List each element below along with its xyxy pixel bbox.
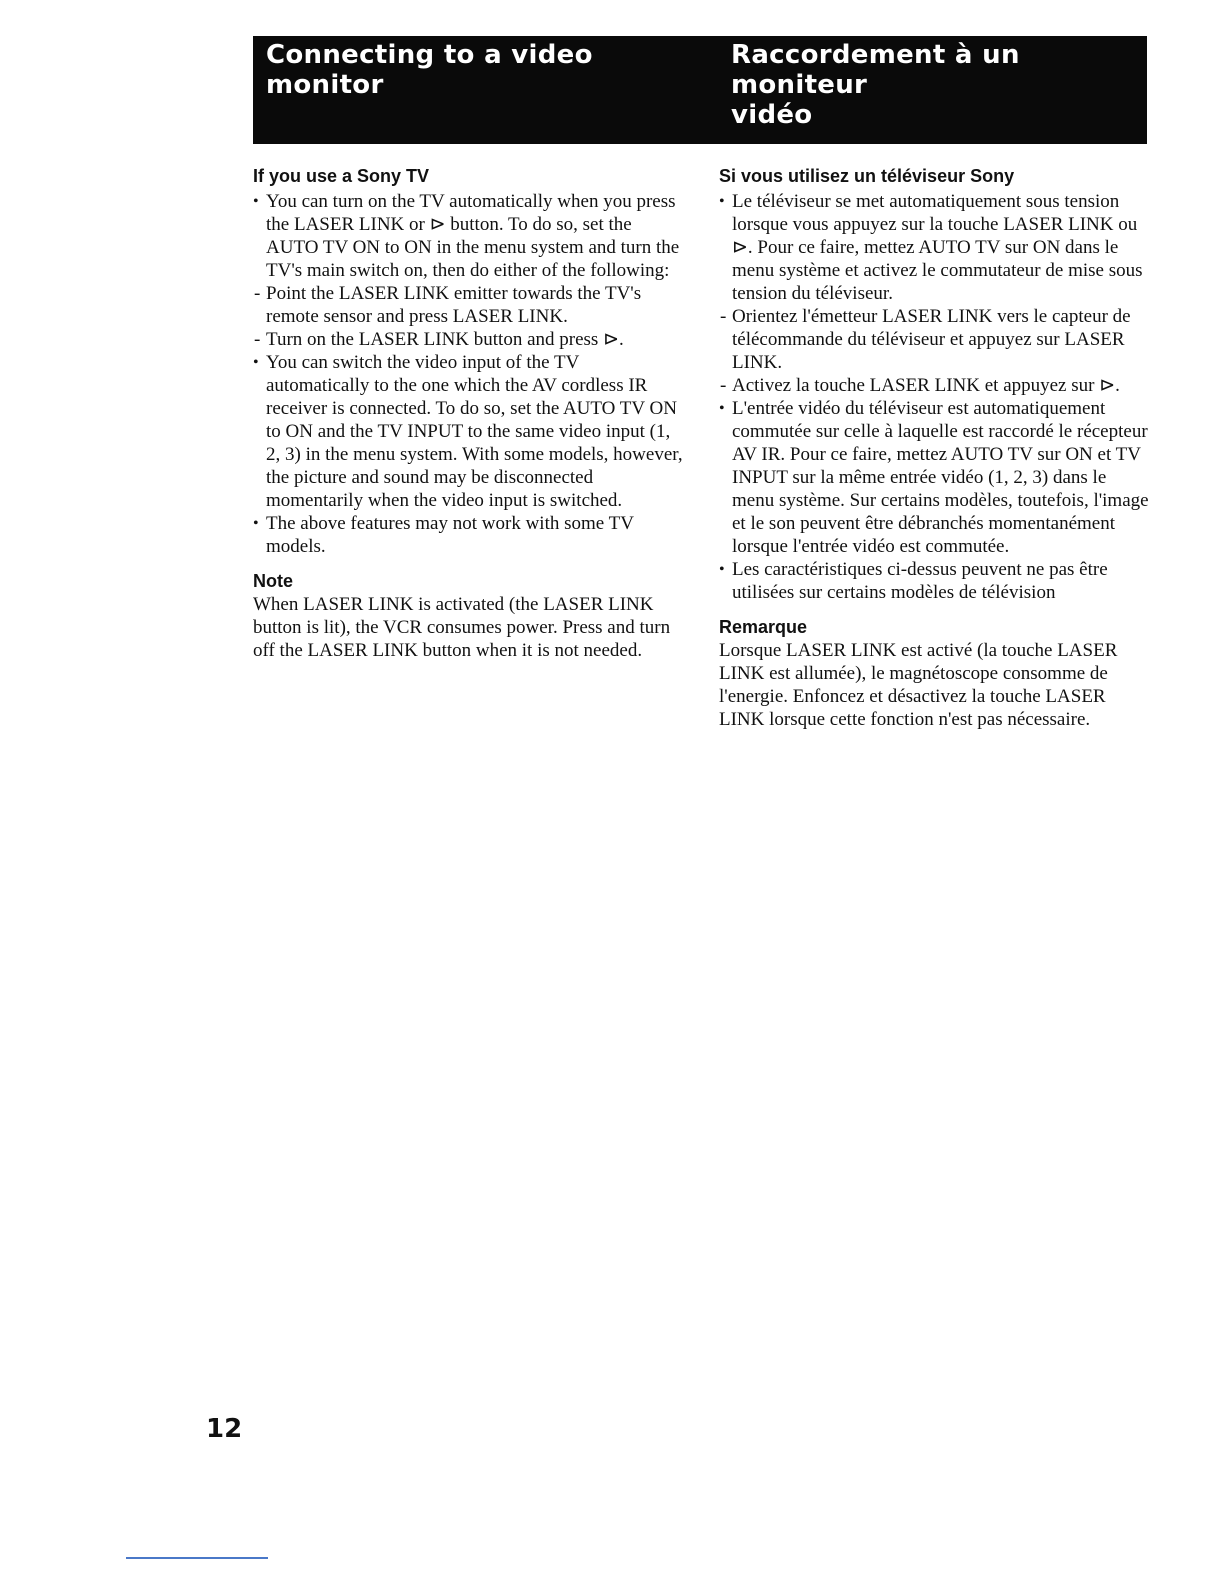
page-title-french: Raccordement à un moniteur vidéo: [731, 40, 1020, 130]
note-heading: Note: [253, 571, 293, 591]
bullet-item-entree-video: • L'entrée vidéo du téléviseur est automatiquement commutée sur celle à laquelle est raccordé le récepteur AV IR. Pour ce faire, mettez AUTO TV sur ON et TV INPUT sur la même entrée vidéo (1, 2, 3) dans le menu système. Sur certains modèles, toutefois, l'image et le son peuvent être débranchés momentanément lorsque l'entrée vidéo est commutée.: [719, 397, 1151, 558]
page-number: 12: [206, 1414, 243, 1444]
bullet-item-turn-on: • You can turn on the TV automatically when you press the LASER LINK or ⊳ button. To do so, set the AUTO TV ON to ON in the menu system and turn the TV's main switch on, then do either of the following:: [253, 190, 683, 282]
section-heading-sony-tv: If you use a Sony TV: [253, 166, 430, 186]
bullet-item-features-note: • The above features may not work with some TV models.: [253, 512, 683, 558]
note-text: When LASER LINK is activated (the LASER LINK button is lit), the VCR consumes power. Press and turn off the LASER LINK button when it is not needed.: [253, 594, 671, 661]
dash-item-point-emitter: - Point the LASER LINK emitter towards the TV's remote sensor and press LASER LINK.: [253, 282, 683, 328]
bullet-item-mise-sous-tension: • Le téléviseur se met automatiquement sous tension lorsque vous appuyez sur la touche LASER LINK ou ⊳. Pour ce faire, mettez AUTO TV sur ON dans le menu système et activez le commutateur de mise sous tension du téléviseur.: [719, 190, 1151, 305]
english-column: [253, 165, 683, 662]
dash-item-turn-on-button: - Turn on the LASER LINK button and press ⊳.: [253, 328, 683, 351]
bullet-item-caracteristiques: • Les caractéristiques ci-dessus peuvent ne pas être utilisées sur certains modèles de télévision: [719, 558, 1151, 604]
section-heading-televiseur-sony: Si vous utilisez un téléviseur Sony: [719, 166, 1015, 186]
dash-item-activez-touche: - Activez la touche LASER LINK et appuyez sur ⊳.: [719, 374, 1151, 397]
page-title-english: Connecting to a video monitor: [266, 40, 593, 100]
remarque-text: Lorsque LASER LINK est activé (la touche LASER LINK est allumée), le magnétoscope consomme de l'energie. Enfoncez et désactivez la touche LASER LINK lorsque cette fonction n'est pas nécessaire.: [719, 640, 1118, 730]
french-column: [719, 165, 1151, 731]
dash-item-orientez-emetteur: - Orientez l'émetteur LASER LINK vers le capteur de télécommande du téléviseur et appuyez sur LASER LINK.: [719, 305, 1151, 374]
remarque-heading: Remarque: [719, 617, 808, 637]
bullet-item-switch-input: • You can switch the video input of the TV automatically to the one which the AV cordless IR receiver is connected. To do so, set the AUTO TV ON to ON and the TV INPUT to the same video input (1, 2, 3) in the menu system. With some models, however, the picture and sound may be disconnected momentarily when the video input is switched.: [253, 351, 683, 512]
bottom-rule: [126, 1557, 268, 1559]
